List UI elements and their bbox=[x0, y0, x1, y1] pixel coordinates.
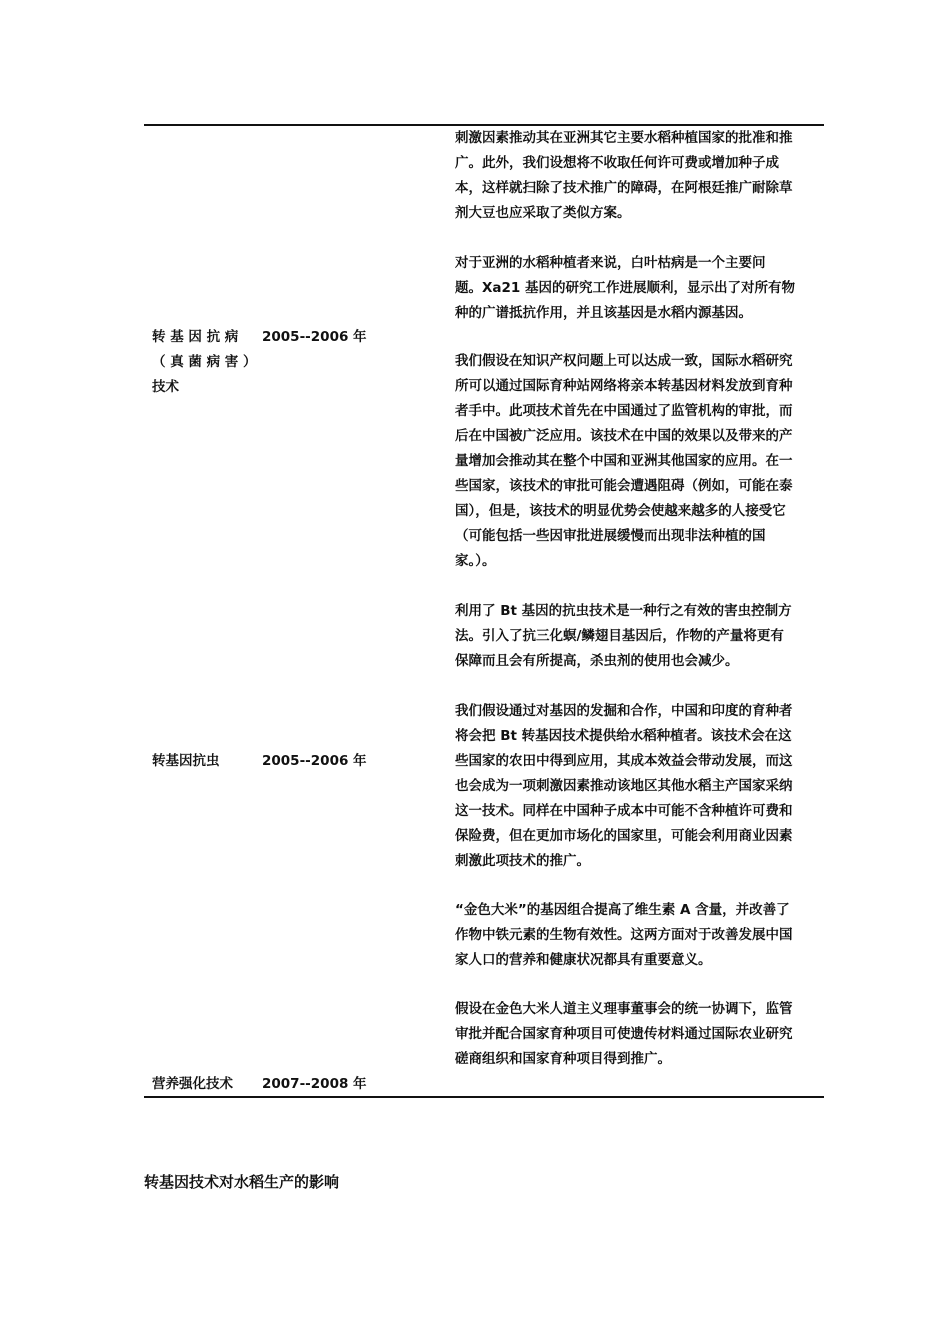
note-line: 磋商组织和国家育种项目得到推广。 bbox=[455, 1051, 671, 1067]
tech-line: 转 基 因 抗 病 bbox=[152, 329, 239, 345]
note-paragraph bbox=[455, 251, 817, 326]
note-line: 保障而且会有所提高，杀虫剂的使用也会减少。 bbox=[455, 653, 739, 669]
note-line: （可能包括一些因审批进展缓慢而出现非法种植的国 bbox=[455, 528, 766, 544]
note-line: 家。）。 bbox=[455, 553, 496, 569]
note-line: 些国家的农田中得到应用，其成本效益会带动发展，而这 bbox=[455, 753, 793, 769]
note-paragraph bbox=[455, 599, 817, 674]
note-line: 审批并配合国家育种项目可使遗传材料通过国际农业研究 bbox=[455, 1026, 793, 1042]
table-row-2-tech bbox=[152, 749, 252, 774]
note-line: 所可以通过国际育种站网络将亲本转基因材料发放到育种 bbox=[455, 378, 793, 394]
note-line: 刺激此项技术的推广。 bbox=[455, 853, 590, 869]
note-line: 题。Xa21 基因的研究工作进展顺利，显示出了对所有物 bbox=[455, 280, 796, 296]
note-line: 保险费，但在更加市场化的国家里，可能会利用商业因素 bbox=[455, 828, 793, 844]
note-line: 这一技术。同样在中国种子成本中可能不含种植许可费和 bbox=[455, 803, 793, 819]
note-line: 量增加会推动其在整个中国和亚洲其他国家的应用。在一 bbox=[455, 453, 793, 469]
note-line: 国），但是，该技术的明显优势会使越来越多的人接受它 bbox=[455, 503, 786, 519]
note-paragraph bbox=[455, 349, 817, 574]
note-line: 作物中铁元素的生物有效性。这两方面对于改善发展中国 bbox=[455, 927, 793, 943]
note-line: 广。此外，我们设想将不收取任何许可费或增加种子成 bbox=[455, 155, 779, 171]
note-line: 法。引入了抗三化螟/鳞翅目基因后，作物的产量将更有 bbox=[455, 628, 784, 644]
note-line: 我们假设在知识产权问题上可以达成一致，国际水稻研究 bbox=[455, 353, 793, 369]
table-row-1-tech bbox=[152, 325, 257, 400]
note-line: 些国家，该技术的审批可能会遭遇阻碍（例如，可能在泰 bbox=[455, 478, 793, 494]
table-row-1-year: 2005--2006 年 bbox=[262, 329, 367, 345]
note-paragraph bbox=[455, 898, 817, 973]
note-line: 我们假设通过对基因的发掘和合作，中国和印度的育种者 bbox=[455, 703, 793, 719]
note-line: 对于亚洲的水稻种植者来说，白叶枯病是一个主要问 bbox=[455, 255, 766, 271]
note-line: 者手中。此项技术首先在中国通过了监管机构的审批，而 bbox=[455, 403, 793, 419]
tech-line: （ 真 菌 病 害 ） bbox=[152, 354, 257, 370]
note-line: 将会把 Bt 转基因技术提供给水稻种植者。该技术会在这 bbox=[455, 728, 792, 744]
tech-line: 转基因抗虫 bbox=[152, 753, 220, 769]
note-line: 种的广谱抵抗作用，并且该基因是水稻内源基因。 bbox=[455, 305, 752, 321]
table-row-3-year: 2007--2008 年 bbox=[262, 1076, 367, 1092]
note-paragraph bbox=[455, 699, 817, 874]
section-heading: 转基因技术对水稻生产的影响 bbox=[144, 1173, 340, 1191]
note-line: 刺激因素推动其在亚洲其它主要水稻种植国家的批准和推 bbox=[455, 130, 793, 146]
note-line: 也会成为一项刺激因素推动该地区其他水稻主产国家采纳 bbox=[455, 778, 793, 794]
tech-line: 技术 bbox=[152, 379, 179, 395]
note-paragraph bbox=[455, 997, 817, 1072]
table-bottom-rule bbox=[144, 1096, 824, 1098]
tech-line: 营养强化技术 bbox=[152, 1076, 233, 1092]
note-line: 家人口的营养和健康状况都具有重要意义。 bbox=[455, 952, 712, 968]
note-paragraph bbox=[455, 126, 817, 226]
note-line: 剂大豆也应采取了类似方案。 bbox=[455, 205, 631, 221]
note-line: 假设在金色大米人道主义理事董事会的统一协调下，监管 bbox=[455, 1001, 793, 1017]
note-line: 本，这样就扫除了技术推广的障碍，在阿根廷推广耐除草 bbox=[455, 180, 793, 196]
note-line: “金色大米”的基因组合提高了维生素 A 含量，并改善了 bbox=[455, 902, 790, 918]
table-row-3-tech bbox=[152, 1072, 252, 1097]
note-line: 利用了 Bt 基因的抗虫技术是一种行之有效的害虫控制方 bbox=[455, 603, 792, 619]
note-line: 后在中国被广泛应用。该技术在中国的效果以及带来的产 bbox=[455, 428, 793, 444]
table-row-2-year: 2005--2006 年 bbox=[262, 753, 367, 769]
